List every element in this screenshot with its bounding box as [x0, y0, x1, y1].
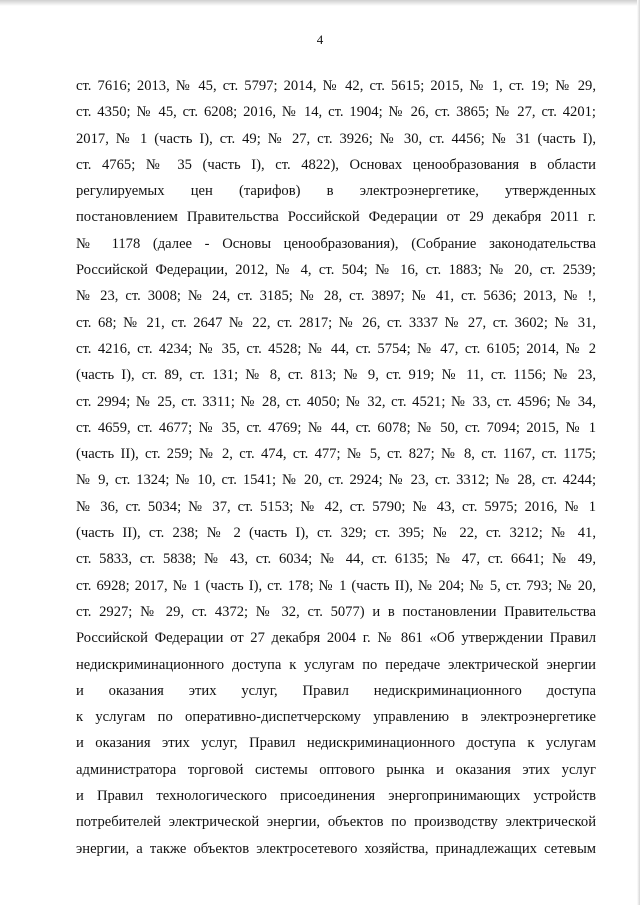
text-line: ст. 5833, ст. 5838; № 43, ст. 6034; № 44, ст. 6135; № 47, ст. 6641; № 49,: [76, 551, 596, 568]
text-line: Российской Федерации, 2012, № 4, ст. 504; № 16, ст. 1883; № 20, ст. 2539;: [76, 262, 596, 279]
text-line: ст. 6928; 2017, № 1 (часть I), ст. 178; № 1 (часть II), № 204; № 5, ст. 793; № 20,: [76, 577, 596, 594]
text-line: ст. 4659, ст. 4677; № 35, ст. 4769; № 44, ст. 6078; № 50, ст. 7094; 2015, № 1: [76, 419, 596, 436]
text-line: № 36, ст. 5034; № 37, ст. 5153; № 42, ст. 5790; № 43, ст. 5975; 2016, № 1: [76, 498, 596, 515]
text-line: ст. 2927; № 29, ст. 4372; № 32, ст. 5077) и в постановлении Правительства: [76, 603, 596, 620]
text-line: № 23, ст. 3008; № 24, ст. 3185; № 28, ст. 3897; № 41, ст. 5636; 2013, № !,: [76, 288, 596, 305]
scan-edge-top: [0, 0, 640, 6]
text-line: (часть I), ст. 89, ст. 131; № 8, ст. 813; № 9, ст. 919; № 11, ст. 1156; № 23,: [76, 367, 596, 384]
text-line: ст. 2994; № 25, ст. 3311; № 28, ст. 4050; № 32, ст. 4521; № 33, ст. 4596; № 34,: [76, 393, 596, 410]
text-line: энергии, а также объектов электросетевого хозяйства, принадлежащих сетевым: [76, 840, 596, 857]
text-line: ст. 7616; 2013, № 45, ст. 5797; 2014, № 42, ст. 5615; 2015, № 1, ст. 19; № 29,: [76, 78, 596, 94]
text-line: администратора торговой системы оптового рынка и оказания этих услуг: [76, 761, 596, 778]
text-line: постановлением Правительства Российской Федерации от 29 декабря 2011 г.: [76, 209, 596, 226]
text-line: 2017, № 1 (часть I), ст. 49; № 27, ст. 3926; № 30, ст. 4456; № 31 (часть I),: [76, 130, 596, 147]
page-number: 4: [316, 32, 324, 47]
text-line: (часть II), ст. 238; № 2 (часть I), ст. 329; ст. 395; № 22, ст. 3212; № 41,: [76, 525, 596, 542]
text-line: потребителей электрической энергии, объектов по производству электрической: [76, 814, 596, 831]
text-line: № 9, ст. 1324; № 10, ст. 1541; № 20, ст. 2924; № 23, ст. 3312; № 28, ст. 4244;: [76, 472, 596, 489]
text-line: недискриминационного доступа к услугам по передаче электрической энергии: [76, 656, 596, 673]
text-line: Российской Федерации от 27 декабря 2004 г. № 861 «Об утверждении Правил: [76, 630, 596, 647]
text-line: (часть II), ст. 259; № 2, ст. 474, ст. 477; № 5, ст. 827; № 8, ст. 1167, ст. 1175;: [76, 446, 596, 463]
text-line: ст. 4765; № 35 (часть I), ст. 4822), Основах ценообразования в области: [76, 156, 596, 173]
text-line: ст. 4350; № 45, ст. 6208; 2016, № 14, ст. 1904; № 26, ст. 3865; № 27, ст. 4201;: [76, 104, 596, 121]
text-line: и Правил технологического присоединения энергопринимающих устройств: [76, 788, 596, 805]
text-line: и оказания этих услуг, Правил недискриминационного доступа: [76, 682, 596, 699]
text-line: ст. 68; № 21, ст. 2647 № 22, ст. 2817; № 26, ст. 3337 № 27, ст. 3602; № 31,: [76, 314, 596, 331]
text-line: регулируемых цен (тарифов) в электроэнергетике, утвержденных: [76, 183, 596, 200]
text-line: к услугам по оперативно-диспетчерскому управлению в электроэнергетике: [76, 709, 596, 726]
document-body: [76, 73, 596, 862]
text-line: и оказания этих услуг, Правил недискриминационного доступа к услугам: [76, 735, 596, 752]
text-line: ст. 4216, ст. 4234; № 35, ст. 4528; № 44, ст. 5754; № 47, ст. 6105; 2014, № 2: [76, 340, 596, 357]
text-line: № 1178 (далее - Основы ценообразования), (Собрание законодательства: [76, 235, 596, 252]
